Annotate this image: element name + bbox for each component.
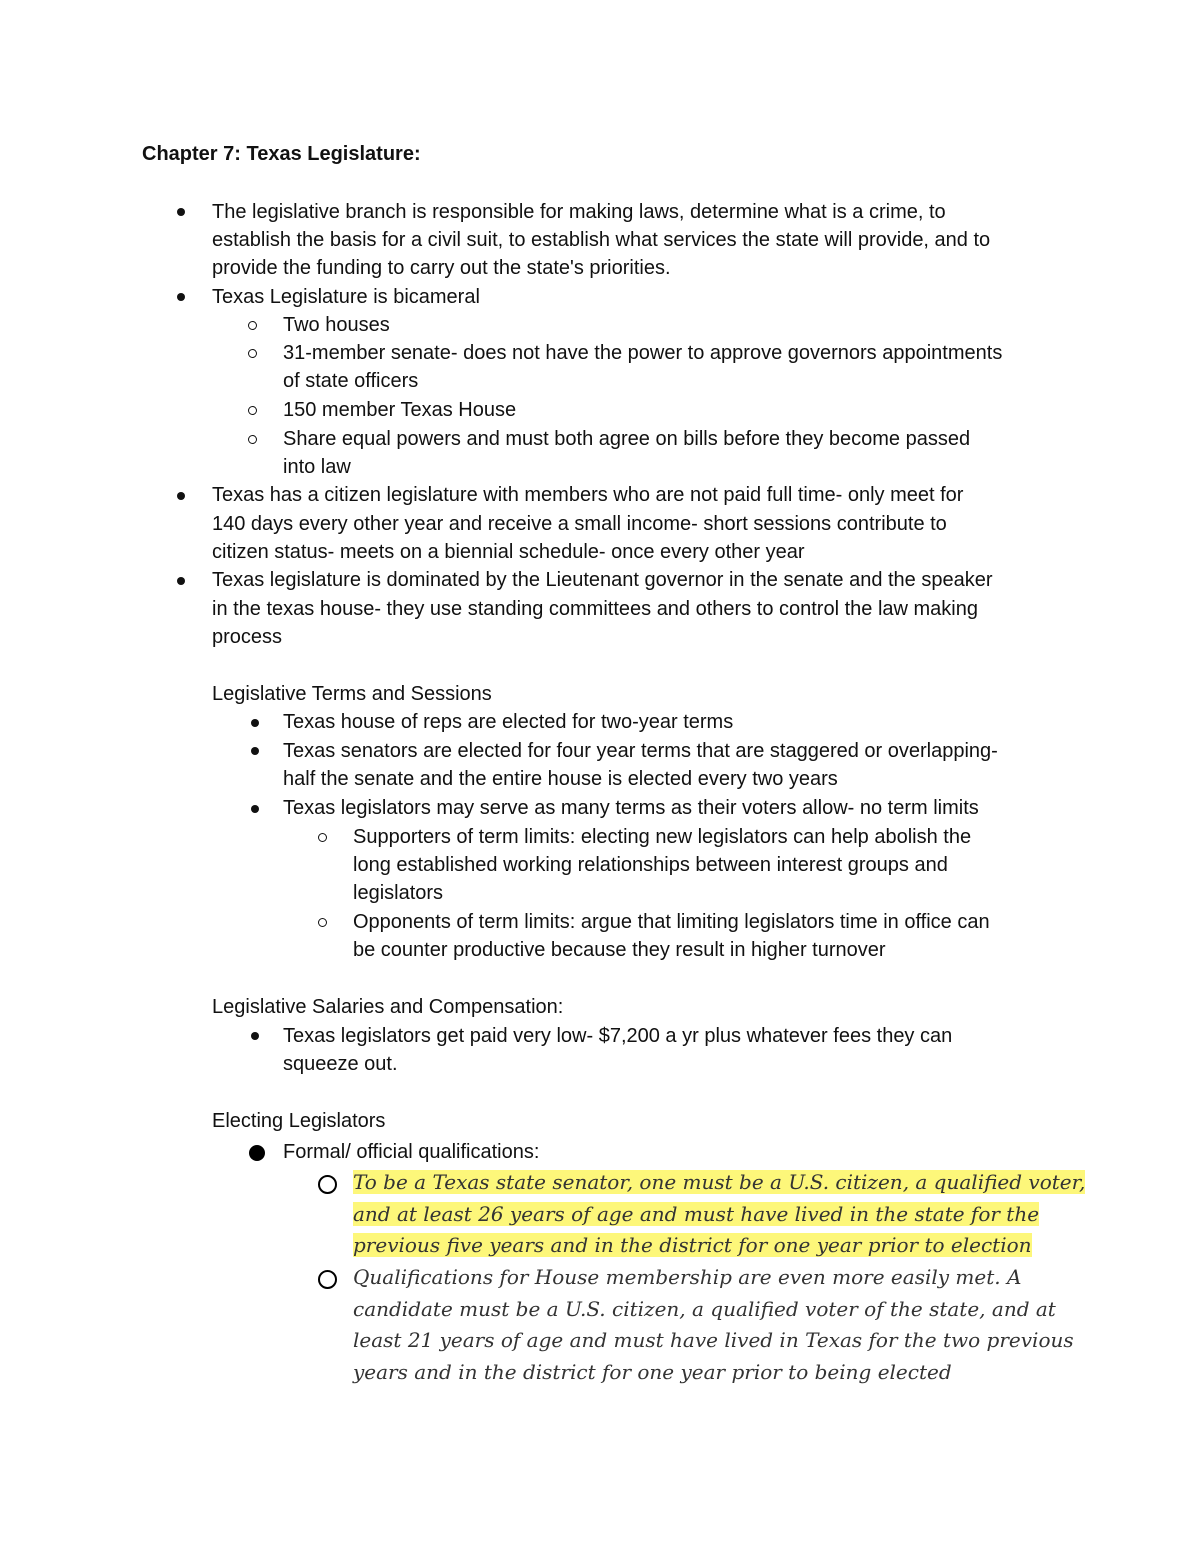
list-item-line: Texas legislators get paid very low- $7,200 a yr plus whatever fees they can [283, 1025, 953, 1047]
list-item-line: 150 member Texas House [283, 399, 517, 421]
list-item-line: 31-member senate- does not have the power to approve governors appointments [283, 342, 1003, 364]
list-item-line: Texas legislature is dominated by the Lieutenant governor in the senate and the speaker [212, 569, 993, 591]
bullet-disc [251, 719, 259, 727]
list-item-line: Share equal powers and must both agree on bills before they become passed [283, 428, 971, 450]
list-item-line: 140 days every other year and receive a small income- short sessions contribute to [212, 513, 947, 535]
list-item-line: into law [283, 456, 351, 478]
list-item-line: provide the funding to carry out the state's priorities. [212, 257, 671, 279]
bullet-disc [177, 208, 185, 216]
bullet-disc [251, 747, 259, 755]
list-item-line: squeeze out. [283, 1053, 398, 1075]
list-item-line: Formal/ official qualifications: [283, 1141, 540, 1163]
list-item-line: Texas Legislature is bicameral [212, 286, 480, 308]
bullet-disc [177, 293, 185, 301]
list-item-line: half the senate and the entire house is elected every two years [283, 768, 838, 790]
highlight: and at least 26 years of age and must have lived in the state for the [353, 1202, 1040, 1226]
bullet-circle [318, 918, 327, 927]
list-item-line: process [212, 626, 283, 648]
quote-line: least 21 years of age and must have lived in Texas for the two previous [353, 1328, 1074, 1352]
list-item-line: in the texas house- they use standing committees and others to control the law making [212, 598, 978, 620]
list-item-line: establish the basis for a civil suit, to establish what services the state will provide, and to [212, 229, 991, 251]
list-item-line: Texas has a citizen legislature with members who are not paid full time- only meet for [212, 484, 964, 506]
highlight: To be a Texas state senator, one must be a U.S. citizen, a qualified voter, [353, 1170, 1086, 1194]
quote-line-highlighted [353, 1199, 1039, 1231]
bullet-disc [251, 805, 259, 813]
list-item-line: Texas senators are elected for four year terms that are staggered or overlapping- [283, 740, 998, 762]
list-item-line: be counter productive because they result in higher turnover [353, 939, 886, 961]
list-item-line: The legislative branch is responsible for making laws, determine what is a crime, to [212, 201, 946, 223]
bullet-circle [318, 833, 327, 842]
bullet-disc-large [249, 1145, 265, 1161]
page-title: Chapter 7: Texas Legislature: [142, 143, 421, 165]
list-item-line: of state officers [283, 370, 419, 392]
highlight: previous five years and in the district for one year prior to election [353, 1233, 1032, 1257]
list-item-line: Texas house of reps are elected for two-year terms [283, 711, 734, 733]
bullet-circle-large [318, 1270, 337, 1289]
bullet-disc [251, 1032, 259, 1040]
list-item-line: legislators [353, 882, 444, 904]
quote-line: candidate must be a U.S. citizen, a qualified voter of the state, and at [353, 1297, 1056, 1321]
list-item-line: long established working relationships between interest groups and [353, 854, 948, 876]
bullet-circle [248, 406, 257, 415]
list-item-line: Supporters of term limits: electing new legislators can help abolish the [353, 826, 972, 848]
quote-line-highlighted [353, 1230, 1032, 1262]
list-item-line: Opponents of term limits: argue that limiting legislators time in office can [353, 911, 990, 933]
list-item-line: Texas legislators may serve as many terms as their voters allow- no term limits [283, 797, 979, 819]
section-heading-terms: Legislative Terms and Sessions [212, 683, 492, 705]
bullet-circle [248, 435, 257, 444]
section-heading-electing: Electing Legislators [212, 1110, 386, 1132]
bullet-circle [248, 349, 257, 358]
quote-line-highlighted [353, 1167, 1085, 1199]
list-item-line: Two houses [283, 314, 390, 336]
bullet-circle-large [318, 1175, 337, 1194]
list-item-line: citizen status- meets on a biennial schedule- once every other year [212, 541, 805, 563]
quote-line: years and in the district for one year prior to being elected [353, 1360, 952, 1384]
bullet-circle [248, 321, 257, 330]
bullet-disc [177, 492, 185, 500]
quote-line: Qualifications for House membership are even more easily met. A [353, 1265, 1022, 1289]
bullet-disc [177, 577, 185, 585]
section-heading-salaries: Legislative Salaries and Compensation: [212, 996, 564, 1018]
